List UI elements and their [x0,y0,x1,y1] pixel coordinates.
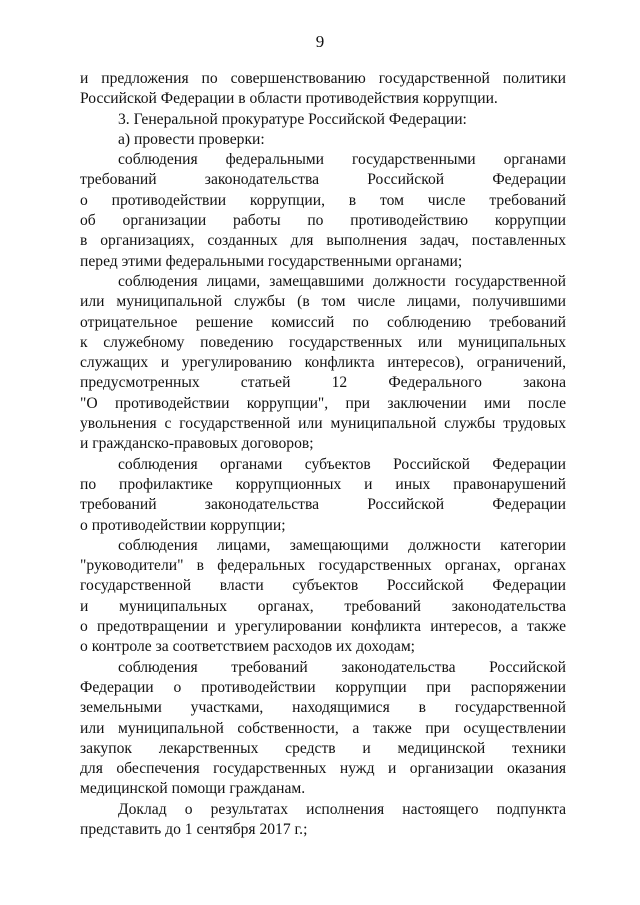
text-line: или муниципальной собственности, а также при осуществлении [80,719,566,737]
text-line: отрицательное решение комиссий по соблюдению требований [80,313,566,331]
text-line: соблюдения органами субъектов Российской Федерации [118,455,566,473]
text-line: требований законодательства Российской Федерации [80,171,566,189]
text-line: закупок лекарственных средств и медицинской техники [80,739,566,757]
text-line: "О противодействии коррупции", при заключении ими после [80,394,566,412]
text-line: к служебному поведению государственных или муниципальных [80,333,566,351]
text-line: увольнения с государственной или муниципальной службы трудовых [80,415,566,433]
text-line: медицинской помощи гражданам. [80,780,306,798]
text-line: об организации работы по противодействию коррупции [80,212,566,230]
text-line: и муниципальных органах, требований законодательства [80,597,566,615]
text-line: предусмотренных статьей 12 Федерального закона [80,374,566,392]
page-number: 9 [315,32,325,51]
text-line: или муниципальной службы (в том числе лицами, получившими [80,293,566,311]
text-line: о противодействии коррупции, в том числе требований [80,191,566,209]
text-line: соблюдения лицами, замещавшими должности государственной [118,272,566,290]
text-line: требований законодательства Российской Федерации [80,496,566,514]
text-line: 3. Генеральной прокуратуре Российской Федерации: [118,110,467,128]
text-line: Федерации о противодействии коррупции при распоряжении [80,678,566,696]
text-line: "руководители" в федеральных государственных органах, органах [80,557,566,575]
text-line: соблюдения требований законодательства Российской [118,658,566,676]
text-line: о противодействии коррупции; [80,516,286,534]
text-line: и гражданско-правовых договоров; [80,435,314,453]
text-line: перед этими федеральными государственными органами; [80,252,463,270]
text-line: по профилактике коррупционных и иных правонарушений [80,475,566,493]
text-line: в организациях, созданных для выполнения задач, поставленных [80,232,566,250]
document-body [80,69,566,840]
text-line: и предложения по совершенствованию государственной политики [80,70,566,87]
text-line: соблюдения федеральными государственными органами [118,151,566,169]
text-line: о предотвращении и урегулировании конфликта интересов, а также [80,618,566,636]
text-line: служащих и урегулированию конфликта интересов), ограничений, [80,354,566,372]
text-line: для обеспечения государственных нужд и организации оказания [80,760,566,778]
text-line: представить до 1 сентября 2017 г.; [80,820,308,838]
text-line: соблюдения лицами, замещающими должности категории [118,536,566,554]
text-line: Российской Федерации в области противодействия коррупции. [80,90,498,108]
text-line: о контроле за соответствием расходов их доходам; [80,638,416,656]
text-line: а) провести проверки: [118,130,265,148]
text-line: Доклад о результатах исполнения настоящего подпункта [118,800,566,818]
text-line: государственной власти субъектов Российской Федерации [80,577,566,595]
text-line: земельными участками, находящимися в государственной [80,699,566,717]
